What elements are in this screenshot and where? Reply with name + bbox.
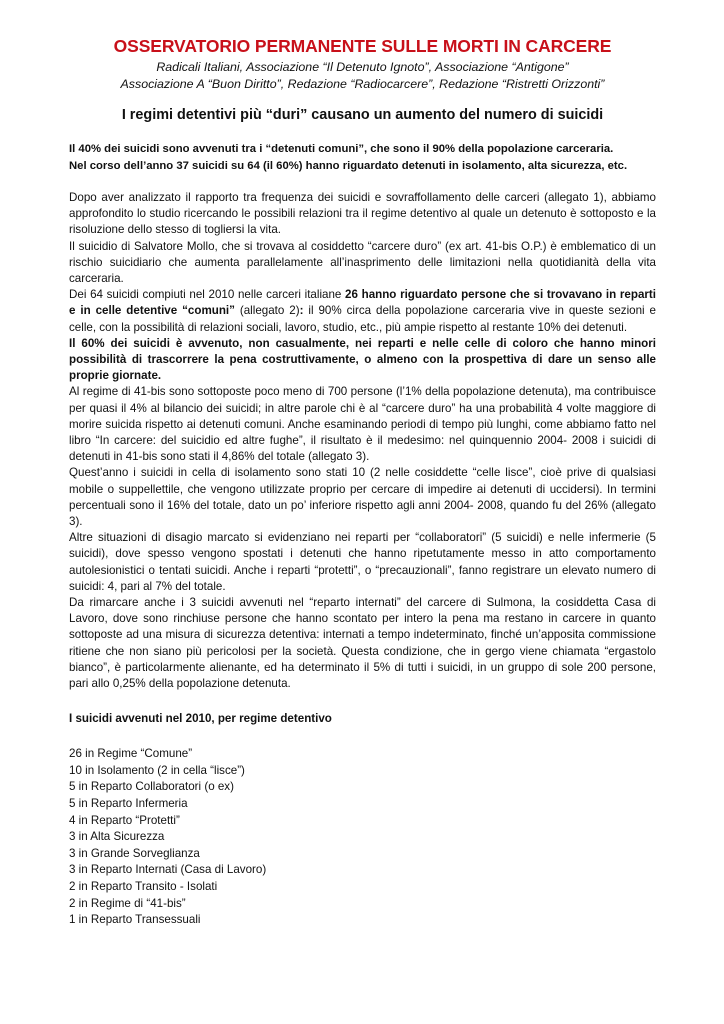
associations-line-1: Radicali Italiani, Associazione “Il Detenuto Ignoto”, Associazione “Antigone” (156, 60, 569, 74)
paragraph-4-bold: Il 60% dei suicidi è avvenuto, non casualmente, nei reparti e nelle celle di coloro che hanno minori possibilità di trascorrere la pena costruttivamente, o almeno con la prospettiva di dare un senso alle proprie giornate. (69, 336, 656, 383)
list-item: 4 in Reparto “Protetti” (69, 813, 180, 827)
paragraph-6: Quest’anno i suicidi in cella di isolamento sono stati 10 (2 nelle cosiddette “celle lisce”, cioè prive di qualsiasi mobile o suppellettile, che vengono utilizzate proprio per cercare di impedire ai detenuti di uccidersi). In termini percentuali sono il 16% del totale, dato un po’ inferiore rispetto agli anni 2004- 2008, quando fu del 26% (allegato 3). (69, 466, 656, 529)
document-title: OSSERVATORIO PERMANENTE SULLE MORTI IN CARCERE (113, 36, 612, 56)
paragraph-3-ref: (allegato 2) (234, 304, 300, 318)
paragraph-1: Dopo aver analizzato il rapporto tra frequenza dei suicidi e sovraffollamento delle carceri (allegato 1), abbiamo approfondito lo studio ricercando le possibili relazioni tra il regime detentivo al quale un detenuto è sottoposto e la risoluzione dello stesso di togliersi la vita. (69, 191, 656, 237)
lead-summary (69, 141, 656, 175)
paragraph-3-intro: Dei 64 suicidi compiuti nel 2010 nelle carceri italiane (69, 288, 346, 302)
associations-line-2: Associazione A “Buon Diritto”, Redazione “Radiocarcere”, Redazione “Ristretti Orizzonti” (120, 77, 605, 91)
list-item: 3 in Alta Sicurezza (69, 830, 165, 844)
list-item: 2 in Regime di “41-bis” (69, 896, 186, 910)
paragraph-8: Da rimarcare anche i 3 suicidi avvenuti nel “reparto internati” del carcere di Sulmona, la cosiddetta Casa di Lavoro, dove sono rinchiuse persone che hanno scontato per intero la pena ma restano in carcere in quanto sottoposte ad una misura di sicurezza detentiva: internati a tempo indeterminato, finché un’apposita commissione ritiene che non siano più pericolosi per la società. Questa condizione, che in gergo viene chiamata “ergastolo bianco”, è particolarmente alienante, ed ha determinato il 5% di tutti i suicidi, in un gruppo di sole 200 persone, pari allo 0,25% della popolazione detenuta. (69, 596, 656, 691)
list-item: 10 in Isolamento (2 in cella “lisce”) (69, 763, 245, 777)
paragraph-2: Il suicidio di Salvatore Mollo, che si trovava al cosiddetto “carcere duro” (ex art. 41-bis O.P.) è emblematico di un rischio suicidiario che aumenta parallelamente all’inasprimento delle limitazioni nella quotidianità della vita carceraria. (69, 239, 656, 286)
paragraph-3-rest: il 90% circa della popolazione carceraria vive in queste sezioni e celle, con la possibilità di relazioni sociali, lavoro, studio, etc., più ampie rispetto al restante 10% dei detenuti. (69, 304, 657, 334)
document-subtitle: I regimi detentivi più “duri” causano un aumento del numero di suicidi (121, 107, 604, 123)
list-item: 3 in Reparto Internati (Casa di Lavoro) (69, 863, 267, 877)
paragraph-3-highlight: 26 hanno riguardato persone che si trovavano in reparti e in celle detentive “comuni” (69, 288, 656, 318)
paragraph-4 (69, 336, 656, 385)
suicides-by-regime-list (69, 746, 656, 929)
list-item: 2 in Reparto Transito - Isolati (69, 880, 218, 894)
paragraph-5: Al regime di 41-bis sono sottoposte poco meno di 700 persone (l’1% della popolazione detenuta), ma contribuisce per quasi il 4% al bilancio dei suicidi; in altre parole chi è al “carcere duro” ha una probabilità 4 volte maggiore di morire suicida rispetto ai detenuti comuni. Anche esaminando periodi di tempo più lunghi, come abbiamo fatto nel libro “In carcere: del suicidio ed altre fughe”, il risultato è il medesimo: nel quinquennio 2004- 2008 i suicidi di detenuti in 41-bis sono stati il 4,86% del totale (allegato 3). (69, 385, 656, 464)
list-item: 1 in Reparto Transessuali (69, 913, 201, 927)
paragraph-7: Altre situazioni di disagio marcato si evidenziano nei reparti per “collaboratori” (5 suicidi) e nelle infermerie (5 suicidi), dove spesso vengono spostati i detenuti che hanno ripetutamente messo in atto comportamento autolesionistici o tentati suicidi. Anche i reparti “protetti”, o “precauzionali”, fanno registrare un elevato numero di suicidi: 4, pari al 7% del totale. (69, 531, 656, 593)
lead-line-1: Il 40% dei suicidi sono avvenuti tra i “detenuti comuni”, che sono il 90% della popolazione carceraria. (69, 143, 614, 155)
list-item: 26 in Regime “Comune” (69, 747, 193, 761)
list-item: 3 in Grande Sorveglianza (69, 846, 200, 860)
list-item: 5 in Reparto Infermeria (69, 797, 188, 811)
paragraph-3 (69, 287, 656, 336)
paragraph-3-colon: : (299, 304, 304, 318)
list-title: I suicidi avvenuti nel 2010, per regime detentivo (69, 712, 332, 726)
lead-line-2: Nel corso dell’anno 37 suicidi su 64 (il 60%) hanno riguardato detenuti in isolamento, alta sicurezza, etc. (69, 160, 628, 172)
body-text (69, 190, 656, 692)
list-item: 5 in Reparto Collaboratori (o ex) (69, 780, 234, 794)
